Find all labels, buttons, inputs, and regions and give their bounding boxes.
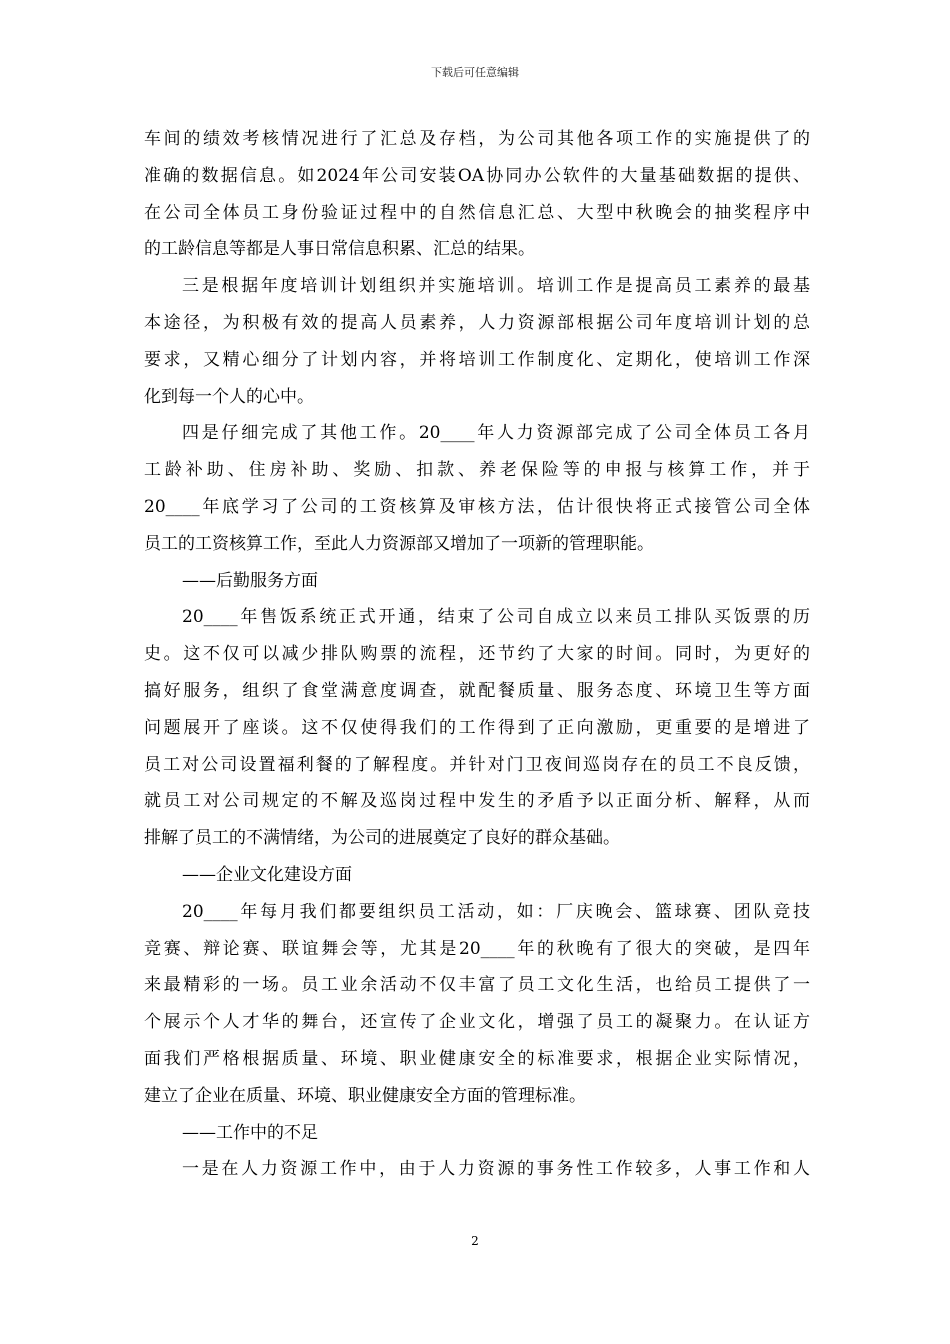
- text-line: 来最精彩的一场。员工业余活动不仅丰富了员工文化生活，也给员工提供了一: [144, 975, 810, 996]
- text-line: 一是在人力资源工作中，由于人力资源的事务性工作较多，人事工作和人: [182, 1159, 810, 1180]
- text-line: 排解了员工的不满情绪，为公司的进展奠定了良好的群众基础。: [144, 828, 620, 849]
- text-line: ——工作中的不足: [182, 1122, 318, 1143]
- text-line: 搞好服务，组织了食堂满意度调查，就配餐质量、服务态度、环境卫生等方面: [144, 680, 810, 701]
- text-line: 本途径，为积极有效的提高人员素养，人力资源部根据公司年度培训计划的总: [144, 312, 810, 333]
- text-line: 员工的工资核算工作，至此人力资源部又增加了一项新的管理职能。: [144, 533, 654, 554]
- page-number: 2: [471, 1234, 479, 1248]
- page-header: 下载后可任意编辑: [431, 66, 519, 79]
- text-line: 就员工对公司规定的不解及巡岗过程中发生的矛盾予以正面分析、解释，从而: [144, 791, 810, 812]
- document-body: [144, 121, 810, 1188]
- text-line: 员工对公司设置福利餐的了解程度。并针对门卫夜间巡岗存在的员工不良反馈，: [144, 754, 810, 775]
- text-line: 车间的绩效考核情况进行了汇总及存档，为公司其他各项工作的实施提供了的: [144, 129, 810, 149]
- text-line: 四是仔细完成了其他工作。20____年人力资源部完成了公司全体员工各月: [182, 423, 810, 444]
- text-line: 史。这不仅可以减少排队购票的流程，还节约了大家的时间。同时，为更好的: [144, 644, 810, 665]
- text-line: 化到每一个人的心中。: [144, 386, 314, 407]
- text-line: 在公司全体员工身份验证过程中的自然信息汇总、大型中秋晚会的抽奖程序中: [144, 202, 810, 223]
- text-line: 建立了企业在质量、环境、职业健康安全方面的管理标准。: [144, 1085, 586, 1106]
- text-line: 三是根据年度培训计划组织并实施培训。培训工作是提高员工素养的最基: [182, 276, 810, 297]
- text-line: 个展示个人才华的舞台，还宣传了企业文化，增强了员工的凝聚力。在认证方: [144, 1012, 810, 1033]
- text-line: 20____年每月我们都要组织员工活动，如：厂庆晚会、篮球赛、团队竞技: [182, 901, 810, 922]
- text-line: 要求，又精心细分了计划内容，并将培训工作制度化、定期化，使培训工作深: [144, 349, 810, 370]
- text-line: ——企业文化建设方面: [182, 864, 352, 885]
- text-line: 20____年售饭系统正式开通，结束了公司自成立以来员工排队买饭票的历: [182, 607, 810, 628]
- text-line: 20____年底学习了公司的工资核算及审核方法，估计很快将正式接管公司全体: [144, 496, 810, 517]
- text-line: 问题展开了座谈。这不仅使得我们的工作得到了正向激励，更重要的是增进了: [144, 717, 810, 738]
- text-line: 的工龄信息等都是人事日常信息积累、汇总的结果。: [144, 239, 535, 260]
- text-line: 工龄补助、住房补助、奖励、扣款、养老保险等的申报与核算工作，并于: [144, 460, 810, 481]
- text-line: 竞赛、辩论赛、联谊舞会等，尤其是20____年的秋晚有了很大的突破，是四年: [144, 938, 810, 959]
- text-line: ——后勤服务方面: [182, 570, 318, 591]
- text-line: 面我们严格根据质量、环境、职业健康安全的标准要求，根据企业实际情况，: [144, 1048, 810, 1069]
- text-line: 准确的数据信息。如2024年公司安装OA协同办公软件的大量基础数据的提供、: [144, 165, 810, 186]
